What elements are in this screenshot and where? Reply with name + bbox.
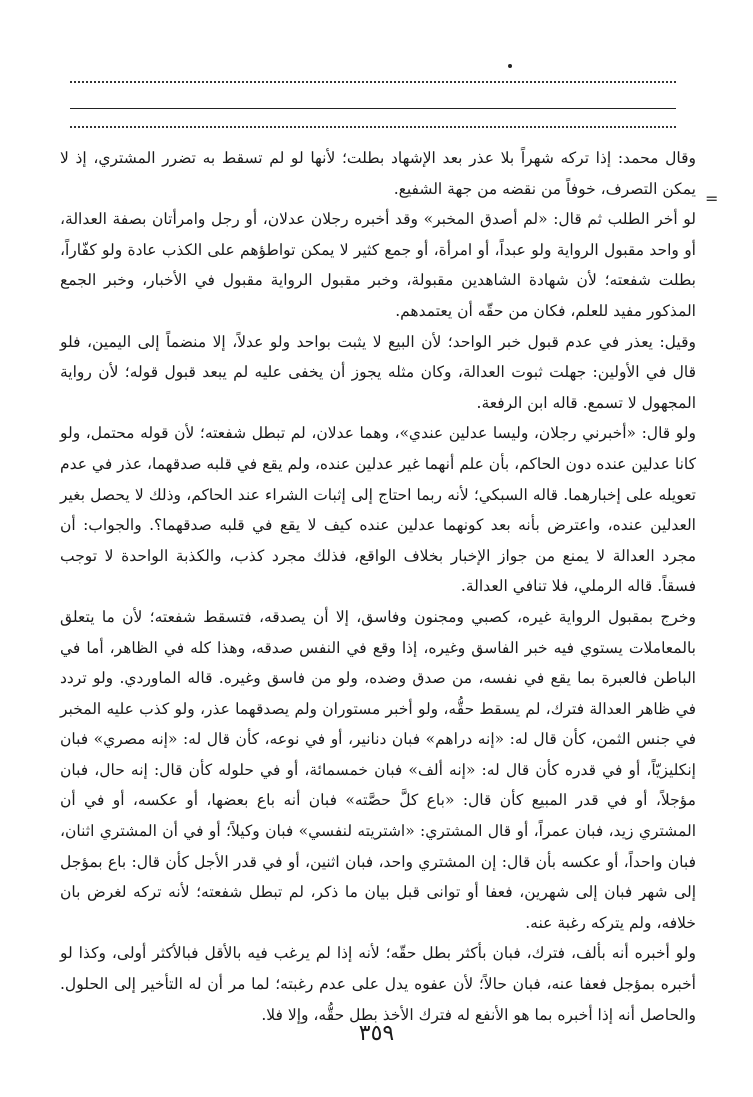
paragraph-2: لو أخر الطلب ثم قال: «لم أصدق المخبر» وقد أخبره رجلان عدلان، أو رجل وامرأتان بصفة العدالة، أو واحد مقبول الرواية ولو عبداً، أو امرأة، أو جمع كثير لا يمكن تواطؤهم على الكذب عادة ولو كفّاراً، بطلت شفعته؛ لأن شهادة الشاهدين مقبولة، وخبر مقبول الرواية مقبول في الأخبار، وخبر الجمع المذكور مفيد للعلم، فكان من حقّه أن يعتمدهم. [60,210,696,320]
paragraph-5: وخرج بمقبول الرواية غيره، كصبي ومجنون وفاسق، إلا أن يصدقه، فتسقط شفعته؛ لأن ما يتعلق بالمعاملات يستوي فيه خبر الفاسق وغيره، إذا وقع في النفس صدقه، وهذا كله في الظاهر، أما في الباطن فالعبرة بما يقع في نفسه، من صدق وضده، ولو من فاسق وغيره. قاله الماوردي. ولو تردد في ظاهر العدالة فترك، لم يسقط حقُّه، ولو أخبر مستوران ولم يصدقهما عذر، ولو كذب عليه المخبر في جنس الثمن، كأن قال له: «إنه دراهم» فبان دنانير، أو في نوعه، كأن قال له: «إنه مصري» فبان إنكليزيّاً، أو في قدره كأن قال له: «إنه ألف» فبان خمسمائة، أو في حلوله كأن قال: إنه حال، فبان مؤجلاً، أو في قدر المبيع كأن قال: «باع كلَّ حصَّته» فبان أنه باع بعضها، أو عكسه، أو في أن المشتري زيد، فبان عمراً، أو قال المشتري: «اشتريته لنفسي» فبان وكيلاً؛ أو في أن المشتري اثنان، فبان واحداً، أو عكسه بأن قال: إن المشتري واحد، فبان اثنين، أو في قدر الأجل كأن قال: باع بمؤجل إلى شهر فبان إلى شهرين، فعفا أو توانى قبل بيان ما ذكر، لم تبطل شفعته؛ لأنه تركه لغرض بان خلافه، ولم يتركه رغبة عنه. [60,607,696,932]
top-dotted-divider [70,81,676,83]
header-dot-mark [508,64,512,68]
page-number: ٣٥٩ [358,1021,395,1046]
margin-equals-mark: = [705,189,719,208]
paragraph-6: ولو أخبره أنه بألف، فترك، فبان بأكثر بطل حقّه؛ لأنه إذا لم يرغب فيه بالأقل فبالأكثر أولى، وكذا لو أخبره بمؤجل فعفا عنه، فبان حالاً؛ لأن عفوه يدل على عدم رغبته؛ لما مر أن له التأخير إلى الحلول. والحاصل أنه إذا أخبره بما هو الأنفع له فترك الأخذ بطل حقُّه، وإلا فلا. [60,944,696,1024]
paragraph-4: ولو قال: «أخبرني رجلان، وليسا عدلين عندي»، وهما عدلان، لم تبطل شفعته؛ لأن قوله محتمل، ولو كانا عدلين عنده دون الحاكم، بأن علم أنهما غير عدلين عنده، ولم يقع في قلبه صدقهما، عذر في عدم تعويله على إخبارهما. قاله السبكي؛ لأنه ربما احتاج إلى إثبات الشراء عند الحاكم، وذلك لا يحصل بغير العدلين عنده، واعترض بأنه بعد كونهما عدلين عنده كيف لا يقع في قلبه صدقهما؟. والجواب: أن مجرد العدالة لا يمنع من جواز الإخبار بخلاف الواقع، فذلك مجرد كذب، والكذبة الواحدة لا توجب فسقاً. قاله الرملي، فلا تنافي العدالة. [60,424,696,596]
header-solid-divider [70,108,676,109]
paragraph-3: وقيل: يعذر في عدم قبول خبر الواحد؛ لأن البيع لا يثبت بواحد ولو عدلاً، إلا منضماً إلى اليمين، فلو قال في الأولين: جهلت ثبوت العدالة، وكان مثله يجوز أن يخفى عليه لم يبعد قبول قوله؛ لأن رواية المجهول لا تسمع. قاله ابن الرفعة. [60,332,696,412]
bottom-dotted-divider [70,126,676,128]
main-text-body [60,143,696,1030]
paragraph-1: وقال محمد: إذا تركه شهراً بلا عذر بعد الإشهاد بطلت؛ لأنها لو لم تسقط به تضرر المشتري، إذ لا يمكن التصرف، خوفاً من نقضه من جهة الشفيع. [60,149,696,198]
